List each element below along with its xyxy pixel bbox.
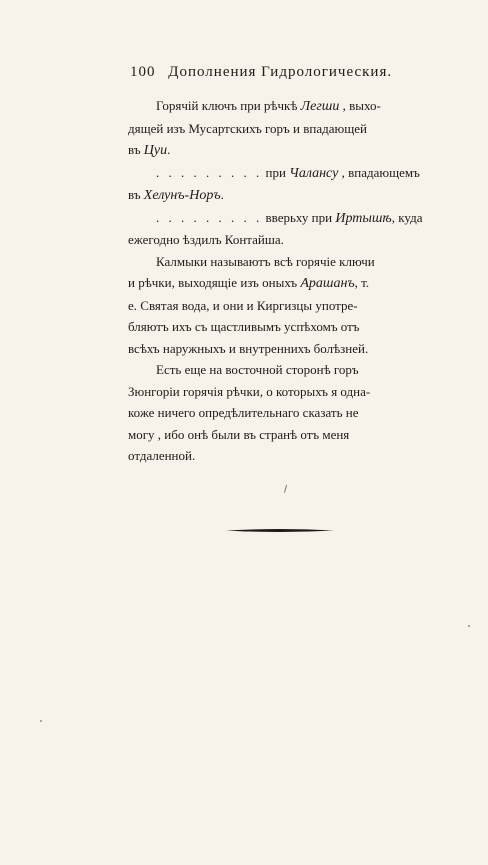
text-line <box>128 95 464 118</box>
place-name: Чалансу <box>289 165 339 181</box>
paragraph-1 <box>128 95 464 162</box>
text-line: Калмыки называютъ всѣ горячіе ключи <box>156 253 375 269</box>
text-line: Есть еще на восточной сторонѣ горъ <box>156 362 359 377</box>
text-line: е. Святая вода, и они и Киргизцы употре- <box>128 297 358 313</box>
text-run: и рѣчки, выходящіе изъ оныхъ <box>128 275 301 290</box>
running-header <box>130 64 460 81</box>
place-name: Хелунъ-Норъ <box>143 188 221 203</box>
text-line: всѣхъ наружныхъ и внутреннихъ болѣзней. <box>128 340 369 356</box>
place-name: Легши <box>300 99 340 114</box>
text-line <box>128 139 464 162</box>
text-run: . <box>220 187 224 202</box>
running-title: Дополнения Гидрологическия. <box>168 64 393 80</box>
text-run: въ <box>128 187 144 202</box>
tailpiece-rule <box>226 528 334 533</box>
paragraph-4 <box>128 251 464 360</box>
text-line: могу , ибо онѣ были въ странѣ отъ меня <box>128 426 350 442</box>
text-line <box>128 162 464 185</box>
page-body <box>128 95 464 467</box>
text-line: бляютъ ихъ съ щастливымъ успѣхомъ отъ <box>128 319 360 334</box>
paper-speck <box>468 625 470 627</box>
leader-dots: . . . . . . . . . <box>156 164 263 180</box>
paragraph-2 <box>128 162 464 207</box>
text-run: въ <box>128 142 144 157</box>
text-run: . <box>167 142 171 157</box>
text-line: Зюнгоріи горячія рѣчки, о которыхъ я одна- <box>128 383 371 399</box>
text-run: , куда <box>391 209 423 225</box>
text-run: вверьху при <box>262 209 336 225</box>
place-name: Арашанъ <box>300 276 355 291</box>
text-line: дящей изъ Мусартскихъ горъ и впадающей <box>128 120 367 136</box>
text-line: отдаленной. <box>128 448 196 463</box>
paragraph-5 <box>128 359 464 467</box>
page-number: 100 <box>130 64 156 80</box>
paper-speck <box>40 720 42 722</box>
text-line: коже ничего опредѣлительнаго сказать не <box>128 405 359 420</box>
tailpiece-rule-icon <box>226 528 334 533</box>
text-line <box>128 207 464 230</box>
place-name: Цуи <box>143 143 168 158</box>
text-line: ежегодно ѣздилъ Контайша. <box>128 232 284 247</box>
text-run: при <box>262 164 290 180</box>
text-run: , т. <box>354 275 370 290</box>
text-line <box>128 184 464 207</box>
ink-mark <box>284 485 289 494</box>
text-run: , выхо- <box>339 98 381 113</box>
text-line <box>128 272 464 295</box>
paragraph-3 <box>128 207 464 251</box>
place-name: Иртышѣ <box>335 210 392 226</box>
text-run: Горячій ключъ при рѣчкѣ <box>156 98 301 113</box>
text-run: , впадающемъ <box>338 164 420 180</box>
leader-dots: . . . . . . . . . <box>156 209 263 225</box>
